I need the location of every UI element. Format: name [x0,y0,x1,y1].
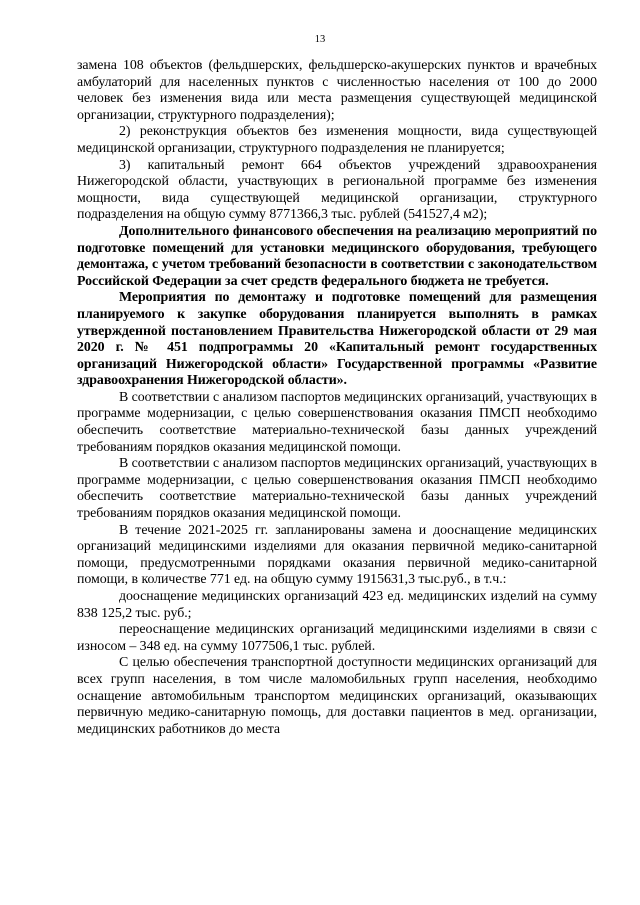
paragraph: 2) реконструкция объектов без изменения мощности, вида существующей медицинской организации, структурного подразделения не планируется; [77,124,597,156]
paragraph: переоснащение медицинских организаций медицинскими изделиями в связи с износом – 348 ед. на сумму 1077506,1 тыс. рублей. [77,622,597,654]
paragraph: С целью обеспечения транспортной доступности медицинских организаций для всех групп населения, в том числе маломобильных групп населения, необходимо оснащение автомобильным транспортом медицинских организаций, оказывающих первичную медико-санитарную помощь, для доставки пациентов в мед. организации, медицинских работников до места [77,655,597,737]
paragraph: дооснащение медицинских организаций 423 ед. медицинских изделий на сумму 838 125,2 тыс. руб.; [77,589,597,621]
paragraph: замена 108 объектов (фельдшерских, фельдшерско-акушерских пунктов и врачебных амбулаторий для населенных пунктов с численностью населения от 100 до 2000 человек без изменения вида или места размещения существующей медицинской организации, структурного подразделения); [77,58,597,123]
paragraph: В течение 2021-2025 гг. запланированы замена и дооснащение медицинских организаций медицинскими изделиями для оказания первичной медико-санитарной помощи, предусмотренными порядками оказания первичной медико-санитарной помощи, в количестве 771 ед. на общую сумму 1915631,3 тыс.руб., в т.ч.: [77,522,597,588]
bold-paragraph: Дополнительного финансового обеспечения на реализацию мероприятий по подготовке помещений для установки медицинского оборудования, требующего демонтажа, с учетом требований безопасности в соответствии с законодательством Российской Федерации за счет средств федерального бюджета не требуется. [77,223,597,289]
document-body [77,58,597,738]
paragraph: 3) капитальный ремонт 664 объектов учреждений здравоохранения Нижегородской области, участвующих в региональной программе без изменения мощности, вида существующей медицинской организации, структурного подразделения на общую сумму 8771366,3 тыс. рублей (541527,4 м2); [77,157,597,223]
bold-paragraph: Мероприятия по демонтажу и подготовке помещений для размещения планируемого к закупке оборудования планируется выполнять в рамках утвержденной постановлением Правительства Нижегородской области от 29 мая 2020 г. № 451 подпрограммы 20 «Капитальный ремонт государственных организаций Нижегородской области» Государственной программы «Развитие здравоохранения Нижегородской области». [77,290,597,389]
paragraph: В соответствии с анализом паспортов медицинских организаций, участвующих в программе модернизации, с целью совершенствования оказания ПМСП необходимо обеспечить соответствие материально-технической базы данных учреждений требованиям порядков оказания медицинской помощи. [77,456,597,522]
page-number: 13 [314,34,326,45]
paragraph: В соответствии с анализом паспортов медицинских организаций, участвующих в программе модернизации, с целью совершенствования оказания ПМСП необходимо обеспечить соответствие материально-технической базы данных учреждений требованиям порядков оказания медицинской помощи. [77,389,597,455]
